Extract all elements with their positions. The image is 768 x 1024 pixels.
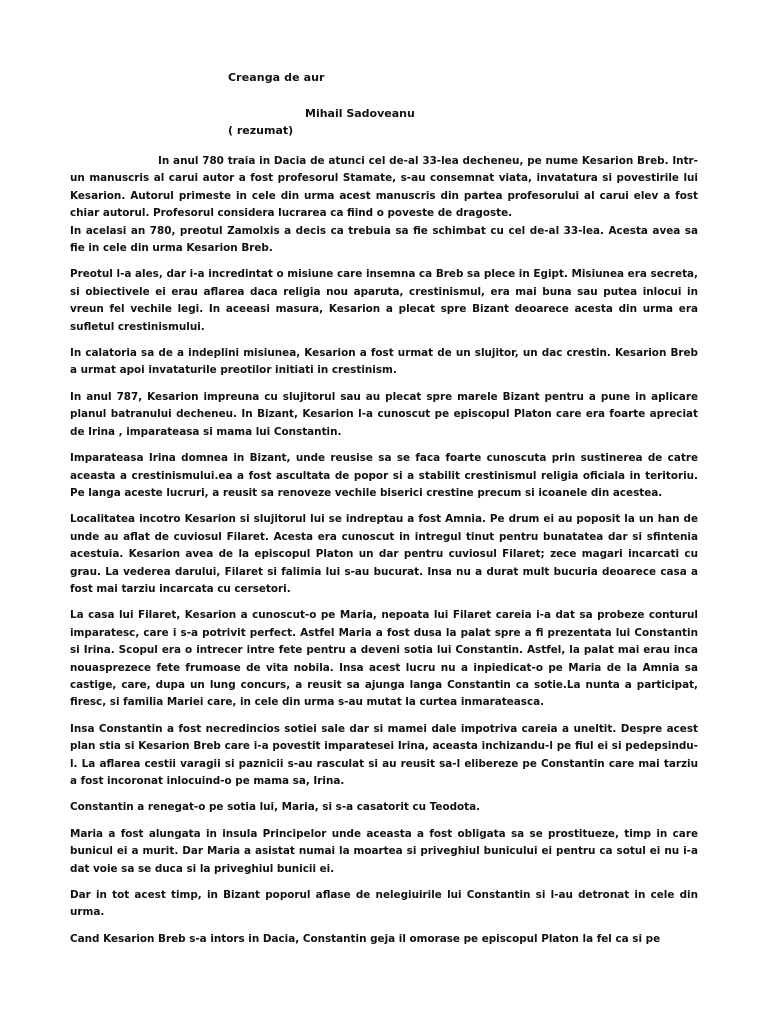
paragraph: La casa lui Filaret, Kesarion a cunoscut-o pe Maria, nepoata lui Filaret careia i-a dat sa probeze conturul imparatesc, care i s-a potrivit perfect. Astfel Maria a fost dusa la palat spre a fi prezentata lui Constantin si Irina. Scopul era o intrecer intre fete pentru a deveni sotia lui Constantin. Astfel, la palat mai erau inca nouasprezece fete frumoase de vita nobila. Insa acest lucru nu a inpiedicat-o pe Maria de la Amnia sa castige, care, dupa un lung concurs, a reusit sa ajunga langa Constantin ca sotie.La nunta a participat, firesc, si familia Mariei care, in cele din urma s-au mutat la curtea inmarateasca. bbox=[70, 609, 698, 709]
paragraph: Constantin a renegat-o pe sotia lui, Maria, si s-a casatorit cu Teodota. bbox=[70, 801, 481, 814]
paragraph: In anul 787, Kesarion impreuna cu slujitorul sau au plecat spre marele Bizant pentru a pune in aplicare planul batranului decheneu. In Bizant, Kesarion l-a cunoscut pe episcopul Platon care era foarte apreciat de Irina , imparateasa si mama lui Constantin. bbox=[70, 390, 698, 438]
paragraph: In anul 780 traia in Dacia de atunci cel de-al 33-lea decheneu, pe nume Kesarion Breb. Intr-un manuscris al carui autor a fost profesorul Stamate, s-au consemnat viata, invatatura si povestirile lui Kesarion. Autorul primeste in cele din urma acest manuscris din partea profesorului al carui elev a fost chiar autorul. Profesorul considera lucrarea ca fiind o poveste de dragoste. bbox=[70, 155, 698, 220]
paragraph: Maria a fost alungata in insula Principelor unde aceasta a fost obligata sa se prostitueze, timp in care bunicul ei a murit. Dar Maria a asistat numai la moartea si priveghiul bunicului ei pentru ca sotul ei nu i-a dat voie sa se duca si la priveghiul bunicii ei. bbox=[70, 827, 698, 875]
paragraph: Insa Constantin a fost necredincios sotiei sale dar si mamei dale impotriva careia a uneltit. Despre acest plan stia si Kesarion Breb care i-a povestit imparatesei Irina, aceasta inchizandu-l pe fiul ei si pedepsindu-l. La aflarea cestii varagii si paznicii s-au rasculat si au reusit sa-l elibereze pe Constantin care mai tarziu a fost incoronat inlocuind-o pe mama sa, Irina. bbox=[70, 722, 698, 787]
paragraph: Localitatea incotro Kesarion si slujitorul lui se indreptau a fost Amnia. Pe drum ei au poposit la un han de unde au aflat de cuviosul Filaret. Acesta era cunoscut in intregul tinut pentru bunatatea dar si sfintenia acestuia. Kesarion avea de la episcopul Platon un dar pentru cuviosul Filaret; zece magari incarcati cu grau. La vederea darului, Filaret si falimia lui s-au bucurat. Insa nu a durat mult bucuria deoarece casa a fost mai tarziu incarcata cu cersetori. bbox=[70, 513, 698, 595]
document-subtitle: ( rezumat) bbox=[228, 124, 294, 137]
paragraph: Dar in tot acest timp, in Bizant poporul aflase de nelegiuirile lui Constantin si l-au detronat in cele din urma. bbox=[70, 889, 698, 919]
paragraph: Preotul l-a ales, dar i-a incredintat o misiune care insemna ca Breb sa plece in Egipt. Misiunea era secreta, si obiectivele ei erau aflarea daca religia nou aparuta, crestinismul, era mai buna sau putea inlocui in vreun fel vechile legi. In aceeasi masura, Kesarion a plecat spre Bizant deoarece acesta din urma era sufletul crestinismului. bbox=[70, 268, 698, 333]
paragraph: In acelasi an 780, preotul Zamolxis a decis ca trebuia sa fie schimbat cu cel de-al 33-lea. Acesta avea sa fie in cele din urma Kesarion Breb. bbox=[70, 224, 698, 255]
paragraph: Imparateasa Irina domnea in Bizant, unde reusise sa se faca foarte cunoscuta prin sustinerea de catre aceasta a crestinismului.ea a fost ascultata de popor si a stabilit crestinismul religia oficiala in teritoriu. Pe langa aceste lucruri, a reusit sa renoveze vechile biserici crestine precum si icoanele din acestea. bbox=[70, 452, 698, 499]
document-title: Creanga de aur bbox=[228, 71, 325, 84]
paragraph: Cand Kesarion Breb s-a intors in Dacia, Constantin geja il omorase pe episcopul Platon la fel ca si pe bbox=[70, 932, 661, 945]
document-body bbox=[70, 153, 698, 957]
paragraph: In calatoria sa de a indeplini misiunea, Kesarion a fost urmat de un slujitor, un dac crestin. Kesarion Breb a urmat apoi invataturile preotilor initiati in crestinism. bbox=[70, 347, 698, 377]
document-author: Mihail Sadoveanu bbox=[305, 107, 415, 120]
